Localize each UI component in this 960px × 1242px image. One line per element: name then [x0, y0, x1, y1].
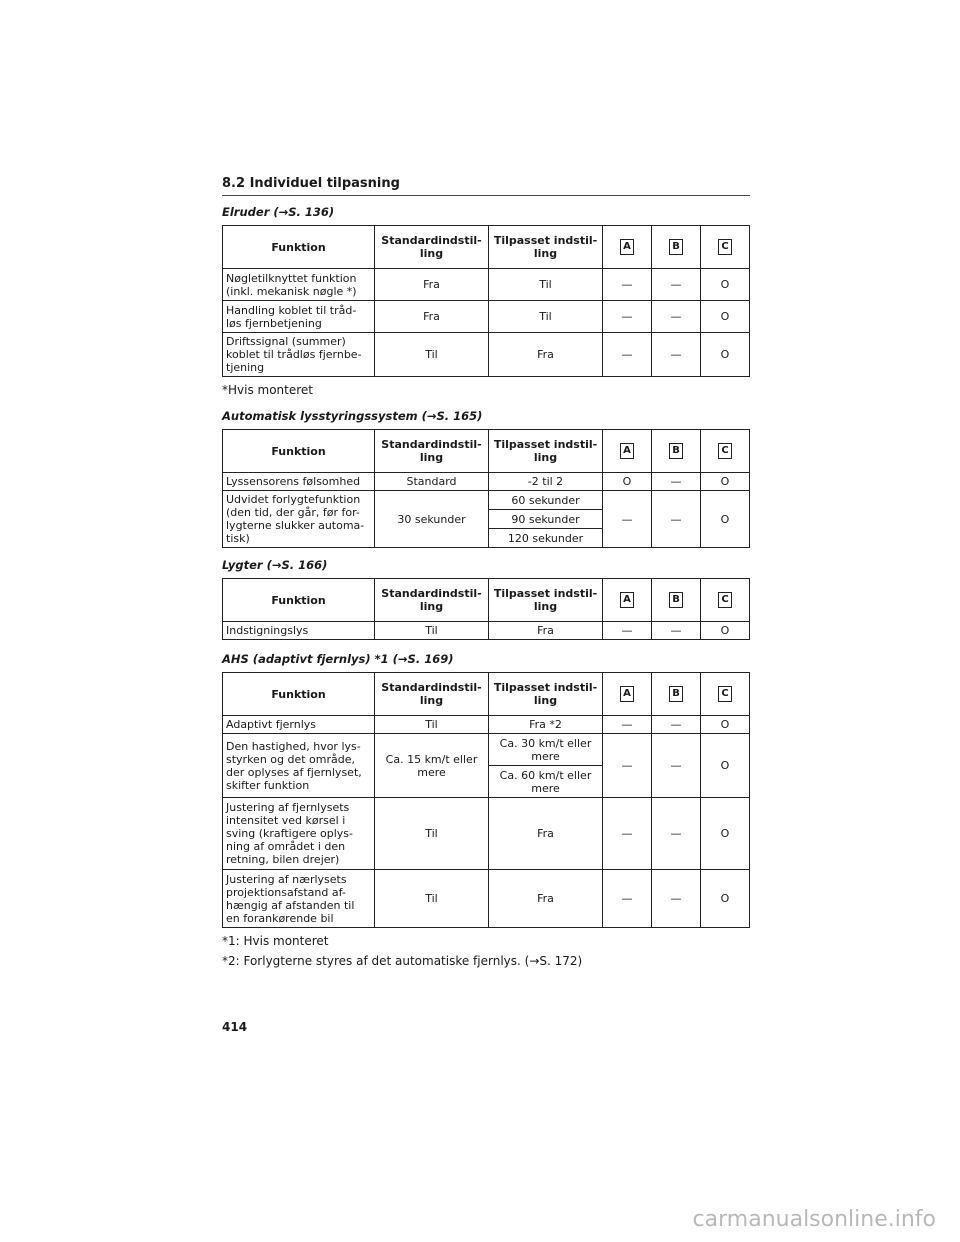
cell-a: —	[603, 269, 652, 301]
header-b: B	[669, 592, 683, 608]
cell-b: —	[652, 622, 701, 640]
cell-function: Justering af fjernlysets intensitet ved kørsel i sving (kraftigere oplys-ning af området i den retning, bilen drejer)	[223, 798, 375, 870]
cell-b: —	[652, 269, 701, 301]
cell-function: Nøgletilknyttet funktion (inkl. mekanisk nøgle *)	[223, 269, 375, 301]
cell-c: O	[701, 870, 750, 928]
cell-a: —	[603, 716, 652, 734]
cell-custom: -2 til 2	[489, 473, 603, 491]
cell-default: Fra	[375, 269, 489, 301]
cell-b: —	[652, 491, 701, 548]
cell-custom: 90 sekunder	[489, 510, 603, 529]
ahs-table	[222, 672, 750, 928]
cell-a: —	[603, 491, 652, 548]
elruder-note: *Hvis monteret	[222, 383, 314, 397]
watermark: carmanualsonline.info	[692, 1207, 936, 1232]
header-function: Funktion	[223, 673, 375, 716]
cell-c: O	[701, 269, 750, 301]
header-custom: Tilpasset indstil-ling	[489, 226, 603, 269]
header-custom: Tilpasset indstil-ling	[489, 673, 603, 716]
cell-c: O	[701, 301, 750, 333]
cell-c: O	[701, 716, 750, 734]
page	[222, 176, 750, 980]
cell-b: —	[652, 333, 701, 377]
cell-custom: Ca. 60 km/t eller mere	[489, 766, 603, 798]
table-row	[223, 491, 750, 510]
cell-b: —	[652, 798, 701, 870]
cell-function: Lyssensorens følsomhed	[223, 473, 375, 491]
cell-a: —	[603, 333, 652, 377]
header-function: Funktion	[223, 579, 375, 622]
cell-custom: Fra	[489, 333, 603, 377]
header-default: Standardindstil-ling	[375, 579, 489, 622]
cell-b: —	[652, 870, 701, 928]
cell-default: Til	[375, 798, 489, 870]
table-header-row	[223, 673, 750, 716]
header-b: B	[669, 443, 683, 459]
table-row	[223, 269, 750, 301]
header-default: Standardindstil-ling	[375, 226, 489, 269]
header-default: Standardindstil-ling	[375, 430, 489, 473]
cell-c: O	[701, 333, 750, 377]
table-row	[223, 473, 750, 491]
header-custom: Tilpasset indstil-ling	[489, 430, 603, 473]
cell-b: —	[652, 473, 701, 491]
table-row	[223, 622, 750, 640]
table-header-row	[223, 430, 750, 473]
cell-a: —	[603, 798, 652, 870]
cell-c: O	[701, 473, 750, 491]
header-c: C	[718, 239, 732, 255]
cell-b: —	[652, 301, 701, 333]
header-a: A	[620, 239, 634, 255]
cell-a: —	[603, 301, 652, 333]
cell-a: —	[603, 622, 652, 640]
header-b: B	[669, 686, 683, 702]
header-a: A	[620, 686, 634, 702]
cell-c: O	[701, 798, 750, 870]
header-c: C	[718, 443, 732, 459]
cell-function: Adaptivt fjernlys	[223, 716, 375, 734]
cell-default: 30 sekunder	[375, 491, 489, 548]
cell-default: Til	[375, 333, 489, 377]
cell-default: Standard	[375, 473, 489, 491]
header-function: Funktion	[223, 226, 375, 269]
cell-a: —	[603, 870, 652, 928]
cell-function: Handling koblet til tråd-løs fjernbetjening	[223, 301, 375, 333]
cell-c: O	[701, 734, 750, 798]
cell-custom: Ca. 30 km/t eller mere	[489, 734, 603, 766]
header-function: Funktion	[223, 430, 375, 473]
cell-custom: Fra *2	[489, 716, 603, 734]
lys-heading: Automatisk lysstyringssystem (→S. 165)	[222, 409, 483, 423]
cell-custom: Til	[489, 269, 603, 301]
table-row	[223, 798, 750, 870]
header-a: A	[620, 443, 634, 459]
cell-a: —	[603, 734, 652, 798]
cell-b: —	[652, 734, 701, 798]
section-number: 8.2	[222, 176, 246, 191]
cell-function: Driftssignal (summer) koblet til trådløs fjernbe-tjening	[223, 333, 375, 377]
cell-function: Udvidet forlygtefunktion (den tid, der går, før for-lygterne slukker automa-tisk)	[223, 491, 375, 548]
header-c: C	[718, 686, 732, 702]
header-c: C	[718, 592, 732, 608]
cell-custom: 120 sekunder	[489, 529, 603, 548]
header-b: B	[669, 239, 683, 255]
header-default: Standardindstil-ling	[375, 673, 489, 716]
ahs-note-2: *2: Forlygterne styres af det automatiske fjernlys. (→S. 172)	[222, 954, 583, 968]
header-custom: Tilpasset indstil-ling	[489, 579, 603, 622]
table-row	[223, 333, 750, 377]
cell-custom: Til	[489, 301, 603, 333]
section-title: Individuel tilpasning	[249, 176, 400, 191]
table-row	[223, 301, 750, 333]
cell-a: O	[603, 473, 652, 491]
cell-default: Til	[375, 716, 489, 734]
ahs-heading: AHS (adaptivt fjernlys) *1 (→S. 169)	[222, 652, 454, 666]
elruder-heading: Elruder (→S. 136)	[222, 205, 335, 219]
cell-default: Til	[375, 622, 489, 640]
cell-default: Ca. 15 km/t eller mere	[375, 734, 489, 798]
cell-custom: Fra	[489, 798, 603, 870]
cell-custom: 60 sekunder	[489, 491, 603, 510]
lygter-heading: Lygter (→S. 166)	[222, 558, 328, 572]
header-a: A	[620, 592, 634, 608]
page-number: 414	[222, 1020, 248, 1034]
cell-b: —	[652, 716, 701, 734]
cell-custom: Fra	[489, 622, 603, 640]
section-header	[222, 176, 750, 196]
ahs-note-1: *1: Hvis monteret	[222, 934, 329, 948]
table-header-row	[223, 579, 750, 622]
lys-table	[222, 429, 750, 548]
cell-function: Justering af nærlysets projektionsafstand af-hængig af afstanden til en forankørende bil	[223, 870, 375, 928]
elruder-table	[222, 225, 750, 377]
table-header-row	[223, 226, 750, 269]
lygter-table	[222, 578, 750, 640]
cell-c: O	[701, 622, 750, 640]
table-row	[223, 870, 750, 928]
table-row	[223, 734, 750, 766]
cell-default: Til	[375, 870, 489, 928]
cell-c: O	[701, 491, 750, 548]
cell-default: Fra	[375, 301, 489, 333]
cell-function: Den hastighed, hvor lys-styrken og det område, der oplyses af fjernlyset, skifter funktion	[223, 734, 375, 798]
table-row	[223, 716, 750, 734]
cell-function: Indstigningslys	[223, 622, 375, 640]
cell-custom: Fra	[489, 870, 603, 928]
